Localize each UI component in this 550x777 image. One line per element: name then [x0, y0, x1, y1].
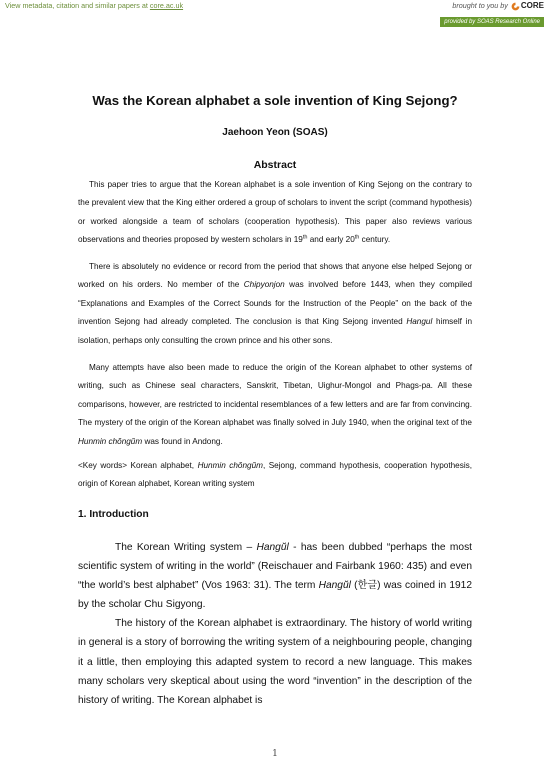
- abstract-p1-text-b: and early 20: [307, 235, 355, 245]
- abstract-p3-text-b: was found in Andong.: [142, 436, 223, 446]
- intro-paragraph-2: The history of the Korean alphabet is extraordinary. The history of world writing in general is a story of borrowing the writing system of a neighbouring people, changing it a little, then employing this adapted system to record a new language. This makes many scholars very skeptical about using the word “invention” in the description of the history of writing. The Korean alphabet is: [78, 618, 472, 706]
- chipyonjon-term: Chipyonjon: [243, 280, 285, 290]
- core-logo-icon: [511, 2, 520, 11]
- core-brand: CORE: [520, 1, 544, 10]
- abstract-paragraph-3: [78, 359, 472, 451]
- metadata-notice-text: View metadata, citation and similar papers at: [5, 1, 150, 10]
- intro-p1-text-b: - has been dubbed “perhaps the most scientific system of writing in the world” (Reischauer and Fairbank 1960: 435) and even “the world’s best alphabet” (Vos 1963: 31). The term: [78, 542, 472, 592]
- intro-hangul-term-2: Hangŭl: [318, 580, 351, 592]
- provided-by-badge[interactable]: provided by SOAS Research Online: [440, 17, 544, 27]
- core-link[interactable]: core.ac.uk: [149, 1, 184, 10]
- intro-paragraph-1: [78, 538, 472, 614]
- introduction-body: [78, 538, 472, 710]
- abstract-p2-text-a: There is absolutely no evidence or record from the period that shows that anyone else helped Sejong or worked on his orders. No member of the: [78, 262, 472, 290]
- section-heading-introduction: 1. Introduction: [78, 509, 149, 520]
- core-top-banner: [0, 0, 550, 12]
- keywords-text-b: , Sejong, command hypothesis, cooperation hypothesis, origin of Korean alphabet, Korean writing system: [78, 461, 473, 489]
- metadata-notice[interactable]: [5, 0, 183, 12]
- superscript-th-1: th: [302, 234, 308, 241]
- abstract-p1-text-a: This paper tries to argue that the Korean alphabet is a sole invention of King Sejong on the contrary to the prevalent view that the King either ordered a group of scholars to invent the script (command hypothesis) or worked alongside a team of scholars (cooperation hypothesis). This paper also reviews various observations and theories proposed by western scholars in 19: [78, 180, 472, 245]
- intro-hangul-term-1: Hangŭl: [256, 542, 289, 553]
- abstract-paragraph-2: [78, 258, 472, 350]
- abstract-p2-text-b: was involved before 1443, when they compiled “Explanations and Examples of the Correct Sounds for the Instruction of the People” on the back of the invention Sejong had already completed. The conclusion is that King Sejong invented: [78, 280, 473, 327]
- keywords-hunmin-term: Hunmin chŏngŭm: [197, 461, 263, 470]
- intro-p1-text-a: The Korean Writing system –: [115, 542, 257, 553]
- intro-p1-text-c: (한글) was coined in 1912 by the scholar Chu Sigyong.: [78, 580, 472, 611]
- hunmin-term: Hunmin chŏngŭm: [78, 436, 143, 446]
- keywords: [78, 457, 472, 494]
- brought-by-text: brought to you by: [452, 1, 510, 10]
- page-number: 1: [272, 749, 278, 759]
- hangul-term: Hangul: [406, 317, 433, 327]
- abstract-p3-text-a: Many attempts have also been made to reduce the origin of the Korean alphabet to other systems of writing, such as Chinese seal characters, Sanskrit, Tibetan, Uighur-Mongol and Phags-pa. All these comparisons, however, are restricted to incidental resemblances of a few letters and are far from convincing. The mystery of the origin of the Korean alphabet was finally solved in July 1940, when the original text of the: [78, 363, 472, 428]
- abstract-p1-text-c: century.: [359, 235, 391, 245]
- brought-by-notice[interactable]: [452, 0, 544, 12]
- keywords-text-a: <Key words> Korean alphabet,: [78, 461, 198, 470]
- abstract-paragraph-1: [78, 176, 472, 250]
- abstract-p2-text-c: himself in isolation, perhaps only consulting the crown prince and his other sons.: [78, 317, 472, 345]
- paper-title: Was the Korean alphabet a sole invention of King Sejong?: [92, 93, 458, 108]
- paper-author: Jaehoon Yeon (SOAS): [222, 127, 328, 138]
- abstract-heading: Abstract: [253, 159, 297, 171]
- superscript-th-2: th: [354, 234, 360, 241]
